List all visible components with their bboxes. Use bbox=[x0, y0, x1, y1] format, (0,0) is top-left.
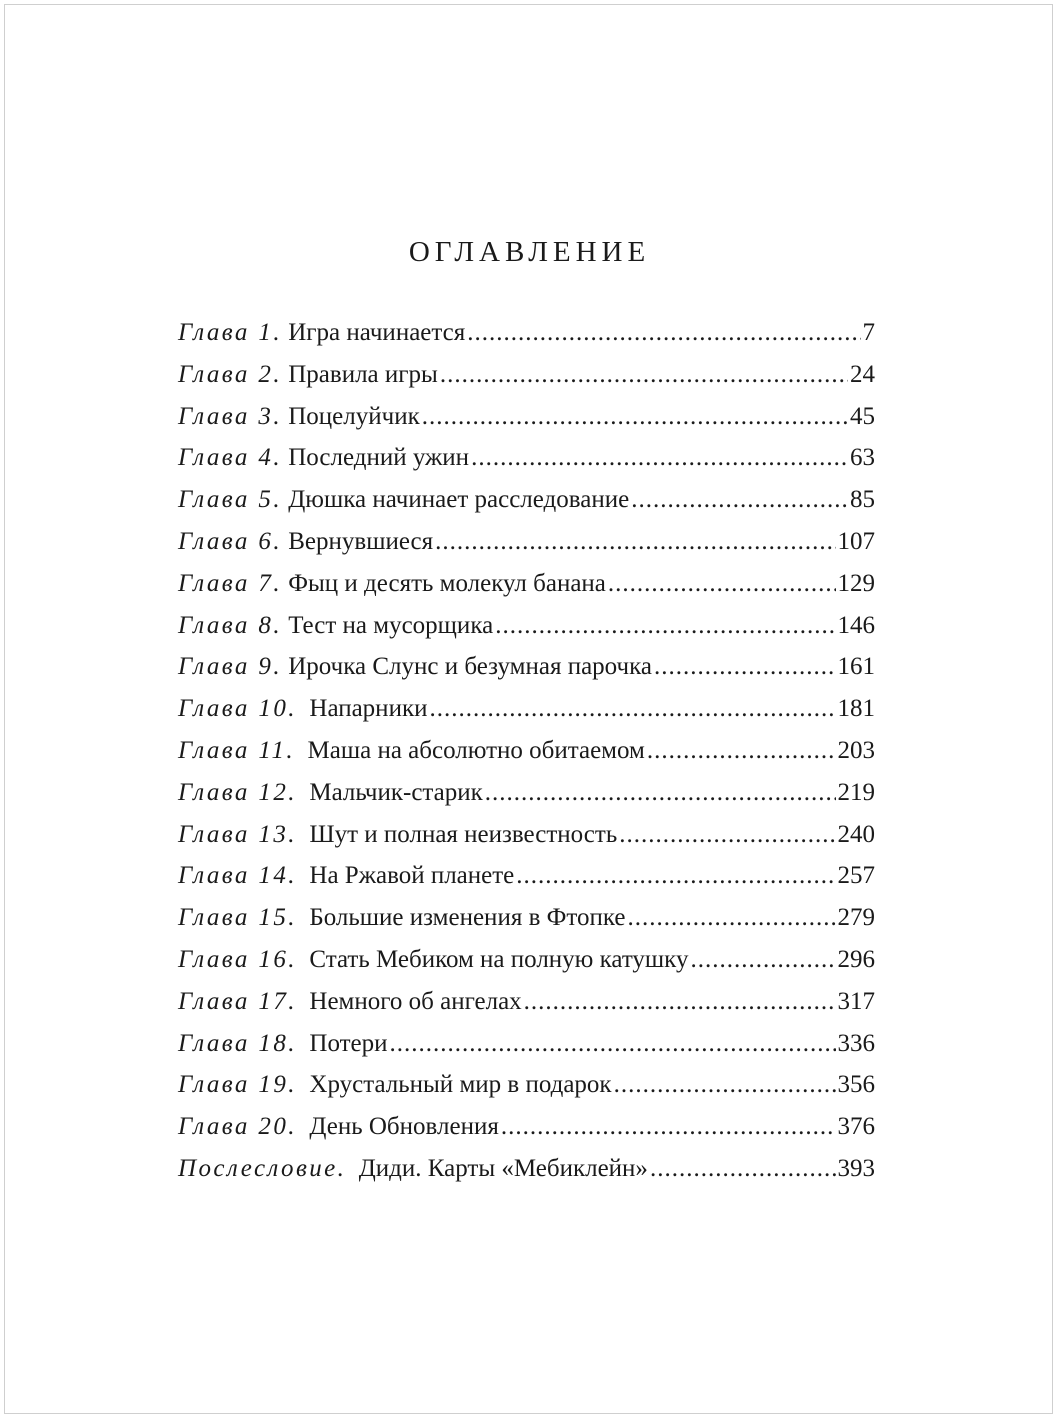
toc-entry-page: 85 bbox=[850, 486, 875, 514]
dot-leader bbox=[619, 817, 835, 853]
toc-entry-page: 45 bbox=[850, 402, 875, 430]
toc-entry-label: Глава 2. bbox=[178, 360, 282, 388]
toc-entry[interactable] bbox=[178, 775, 875, 817]
toc-entry-page: 240 bbox=[837, 820, 875, 848]
toc-entry-page: 203 bbox=[837, 736, 875, 764]
toc-entry-page: 129 bbox=[837, 569, 875, 597]
toc-entry-page: 376 bbox=[837, 1113, 875, 1141]
toc-entry-page: 356 bbox=[837, 1071, 875, 1099]
toc-entry[interactable] bbox=[178, 608, 875, 650]
toc-entry[interactable] bbox=[178, 649, 875, 691]
toc-entry[interactable] bbox=[178, 524, 875, 566]
toc-entry-title: Большие изменения в Фтопке bbox=[309, 904, 626, 932]
toc-entry[interactable] bbox=[178, 1067, 875, 1109]
toc-entry[interactable] bbox=[178, 1026, 875, 1068]
toc-entry-label: Глава 7. bbox=[178, 569, 282, 597]
dot-leader bbox=[495, 608, 835, 644]
toc-entry-title: Шут и полная неизвестность bbox=[309, 820, 618, 848]
toc-entry-title: Правила игры bbox=[288, 360, 438, 388]
toc-entry-page: 296 bbox=[837, 945, 875, 973]
toc-entry-label: Глава 19. bbox=[178, 1071, 297, 1099]
toc-entry-title: День Обновления bbox=[309, 1113, 499, 1141]
toc-entry[interactable] bbox=[178, 817, 875, 859]
dot-leader bbox=[650, 1151, 836, 1187]
toc-entry-title: Фыц и десять молекул банана bbox=[288, 569, 606, 597]
toc-entry[interactable] bbox=[178, 1109, 875, 1151]
toc-entry-page: 181 bbox=[837, 695, 875, 723]
toc-entry[interactable] bbox=[178, 858, 875, 900]
toc-entry-label: Глава 10. bbox=[178, 695, 297, 723]
dot-leader bbox=[390, 1026, 836, 1062]
dot-leader bbox=[690, 942, 835, 978]
dot-leader bbox=[631, 482, 848, 518]
toc-entry[interactable] bbox=[178, 691, 875, 733]
toc-entry[interactable] bbox=[178, 357, 875, 399]
toc-entry[interactable] bbox=[178, 482, 875, 524]
toc-entry-title: Немного об ангелах bbox=[309, 987, 522, 1015]
toc-entry-page: 317 bbox=[837, 987, 875, 1015]
toc-entry-label: Глава 18. bbox=[178, 1029, 297, 1057]
toc-entry-label: Глава 3. bbox=[178, 402, 282, 430]
dot-leader bbox=[467, 315, 860, 351]
toc-entry-title: Диди. Карты «Мебиклейн» bbox=[358, 1154, 648, 1182]
toc-entry-label: Глава 17. bbox=[178, 987, 297, 1015]
toc-entry-page: 336 bbox=[837, 1029, 875, 1057]
toc-entry-label: Глава 13. bbox=[178, 820, 297, 848]
dot-leader bbox=[608, 566, 836, 602]
toc-entry-label: Глава 8. bbox=[178, 611, 282, 639]
toc-entry-label: Глава 4. bbox=[178, 444, 282, 472]
dot-leader bbox=[654, 649, 836, 685]
toc-entry-page: 393 bbox=[837, 1154, 875, 1182]
toc-entry-label: Послесловие. bbox=[178, 1154, 347, 1182]
toc-entry-title: Маша на абсолютно обитаемом bbox=[307, 736, 645, 764]
dot-leader bbox=[485, 775, 836, 811]
toc-entry-title: Тест на мусорщика bbox=[288, 611, 494, 639]
dot-leader bbox=[501, 1109, 836, 1145]
dot-leader bbox=[524, 984, 836, 1020]
toc-entry-page: 161 bbox=[837, 653, 875, 681]
dot-leader bbox=[627, 900, 835, 936]
toc-entry-afterword[interactable] bbox=[178, 1151, 875, 1193]
toc-entry[interactable] bbox=[178, 440, 875, 482]
dot-leader bbox=[440, 357, 848, 393]
toc-entry-title: Вернувшиеся bbox=[288, 527, 434, 555]
dot-leader bbox=[614, 1067, 836, 1103]
toc-entry-label: Глава 9. bbox=[178, 653, 282, 681]
dot-leader bbox=[471, 440, 848, 476]
toc-entry-label: Глава 5. bbox=[178, 486, 282, 514]
toc-entry-title: Мальчик-старик bbox=[309, 778, 483, 806]
toc-entry[interactable] bbox=[178, 984, 875, 1026]
toc-entry-page: 219 bbox=[837, 778, 875, 806]
toc-entry-label: Глава 16. bbox=[178, 945, 297, 973]
toc-entry-title: Дюшка начинает расследование bbox=[288, 486, 630, 514]
toc-entry[interactable] bbox=[178, 942, 875, 984]
toc-entry-label: Глава 12. bbox=[178, 778, 297, 806]
toc-entry-title: Потери bbox=[309, 1029, 388, 1057]
toc-entry-page: 7 bbox=[862, 319, 875, 346]
toc-entry-page: 279 bbox=[837, 904, 875, 932]
toc-entry-title: На Ржавой планете bbox=[309, 862, 515, 890]
toc-entry-label: Глава 14. bbox=[178, 862, 297, 890]
dot-leader bbox=[429, 691, 835, 727]
toc-entry-label: Глава 15. bbox=[178, 904, 297, 932]
toc-entry-label: Глава 20. bbox=[178, 1113, 297, 1141]
toc-entry[interactable] bbox=[178, 733, 875, 775]
toc-entry-title: Ирочка Слунс и безумная парочка bbox=[288, 653, 652, 681]
dot-leader bbox=[516, 858, 835, 894]
toc-entry-page: 107 bbox=[837, 527, 875, 555]
toc-entry-title: Поцелуйчик bbox=[288, 402, 420, 430]
toc-entry-title: Напарники bbox=[309, 695, 428, 723]
dot-leader bbox=[422, 399, 848, 435]
toc-entry-title: Стать Мебиком на полную катушку bbox=[309, 945, 689, 973]
toc-entry-title: Игра начинается bbox=[288, 319, 466, 346]
toc-entry-page: 24 bbox=[850, 360, 875, 388]
toc-entry-label: Глава 11. bbox=[178, 736, 296, 764]
dot-leader bbox=[647, 733, 836, 769]
table-of-contents bbox=[178, 315, 875, 1193]
toc-entry-label: Глава 1. bbox=[178, 319, 282, 346]
toc-entry[interactable] bbox=[178, 399, 875, 441]
toc-entry-title: Последний ужин bbox=[288, 444, 470, 472]
toc-entry-page: 257 bbox=[837, 862, 875, 890]
toc-entry[interactable] bbox=[178, 315, 875, 357]
toc-entry[interactable] bbox=[178, 900, 875, 942]
page-title: ОГЛАВЛЕНИЕ bbox=[408, 236, 651, 268]
dot-leader bbox=[435, 524, 835, 560]
toc-entry-page: 63 bbox=[850, 444, 875, 472]
toc-entry-page: 146 bbox=[837, 611, 875, 639]
toc-entry[interactable] bbox=[178, 566, 875, 608]
toc-entry-title: Хрустальный мир в подарок bbox=[309, 1071, 612, 1099]
toc-entry-label: Глава 6. bbox=[178, 527, 282, 555]
